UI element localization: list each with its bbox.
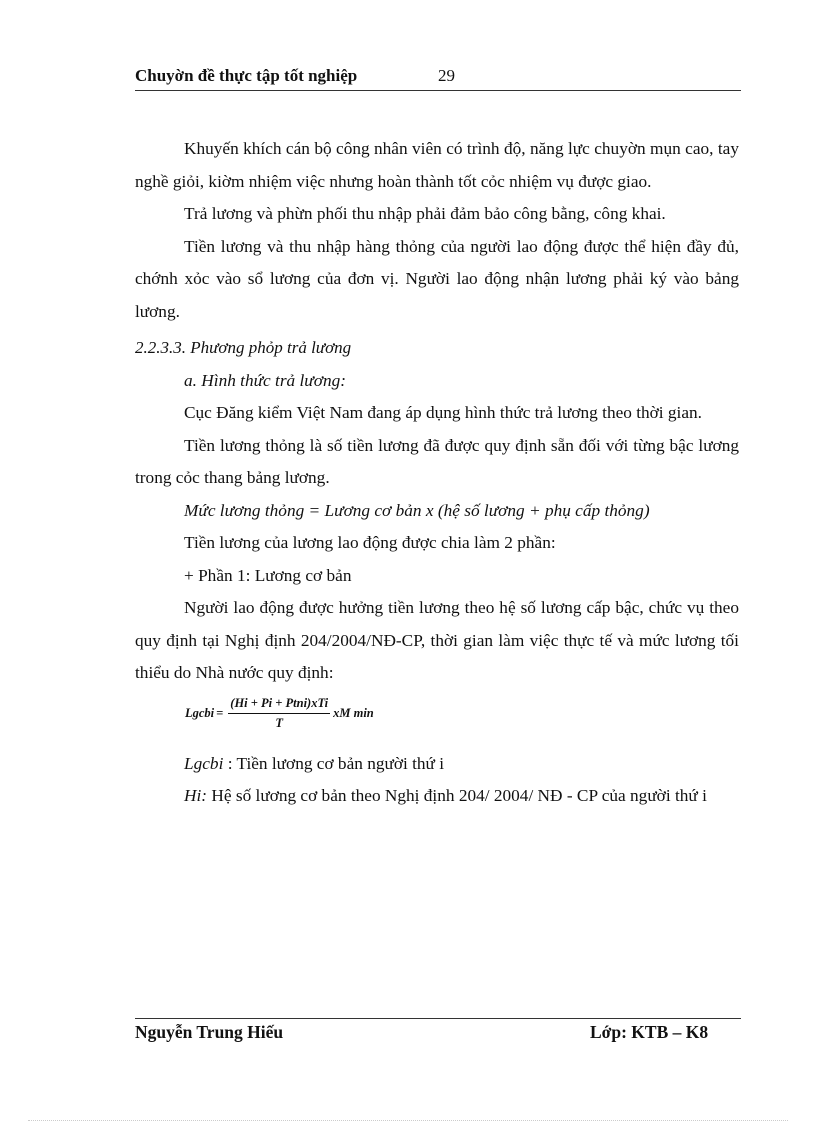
page-content <box>135 133 739 813</box>
definition-term: Hi: <box>184 786 208 805</box>
paragraph: Người lao động được hưởng tiền lương theo hệ số lương cấp bậc, chức vụ theo quy định tại Nghị định 204/2004/NĐ-CP, thời gian làm việc thực tế và mức lương tối thiểu do Nhà nước quy định: <box>135 598 739 682</box>
equation-equals: = <box>216 705 224 720</box>
paragraph: + Phần 1: Lương cơ bản <box>184 565 352 585</box>
equation-block <box>135 692 739 748</box>
definition-line <box>135 748 739 781</box>
equation <box>185 696 374 731</box>
footer-author: Nguyễn Trung Hiếu <box>135 1022 284 1042</box>
header-title: Chuyờn đề thực tập tốt nghiệp <box>135 66 358 85</box>
paragraph: Tiền lương thỏng là số tiền lương đã được quy định sẵn đối với từng bậc lương trong cỏc thang bảng lương. <box>135 435 739 487</box>
paragraph: Khuyến khích cán bộ công nhân viên có trình độ, năng lực chuyờn mụn cao, tay nghề giỏi, kiờm nhiệm việc nhưng hoàn thành tốt cỏc nhiệm vụ được giao. <box>135 139 739 191</box>
page-number: 29 <box>438 66 455 85</box>
equation-lhs: Lgcbi <box>185 705 215 720</box>
paragraph: Tiền lương của lương lao động được chia làm 2 phần: <box>184 533 556 552</box>
definition-text: Hệ số lương cơ bản theo Nghị định 204/ 2004/ NĐ - CP của người thứ i <box>207 786 707 805</box>
definition-term: Lgcbi <box>184 753 224 773</box>
equation-fraction <box>228 696 330 731</box>
section-heading: 2.2.3.3. Phương phỏp trả lương <box>135 338 352 357</box>
subheading: a. Hình thức trả lương: <box>184 370 346 390</box>
paragraph: Tiền lương và thu nhập hàng thỏng của người lao động được thể hiện đầy đủ, chớnh xỏc vào sổ lương của đơn vị. Người lao động nhận lương phải ký vào bảng lương. <box>135 236 739 321</box>
equation-denominator: T <box>275 715 284 730</box>
paragraph: Trả lương và phừn phối thu nhập phải đảm bảo công bằng, công khai. <box>184 204 666 223</box>
page-header <box>135 66 741 91</box>
definition-text: : Tiền lương cơ bản người thứ i <box>223 753 445 773</box>
footer-class: Lớp: KTB – K8 <box>590 1022 709 1042</box>
salary-formula-text: Mức lương thỏng = Lương cơ bản x (hệ số lương + phụ cấp thỏng) <box>184 500 650 520</box>
paragraph: Cục Đăng kiểm Việt Nam đang áp dụng hình thức trả lương theo thời gian. <box>184 403 702 422</box>
definition-line <box>135 780 739 813</box>
footer-divider <box>135 1018 741 1019</box>
equation-suffix: xM min <box>333 705 374 720</box>
page-bottom-divider <box>28 1120 788 1121</box>
equation-numerator: (Hi + Pi + Ptni)xTi <box>228 696 330 714</box>
